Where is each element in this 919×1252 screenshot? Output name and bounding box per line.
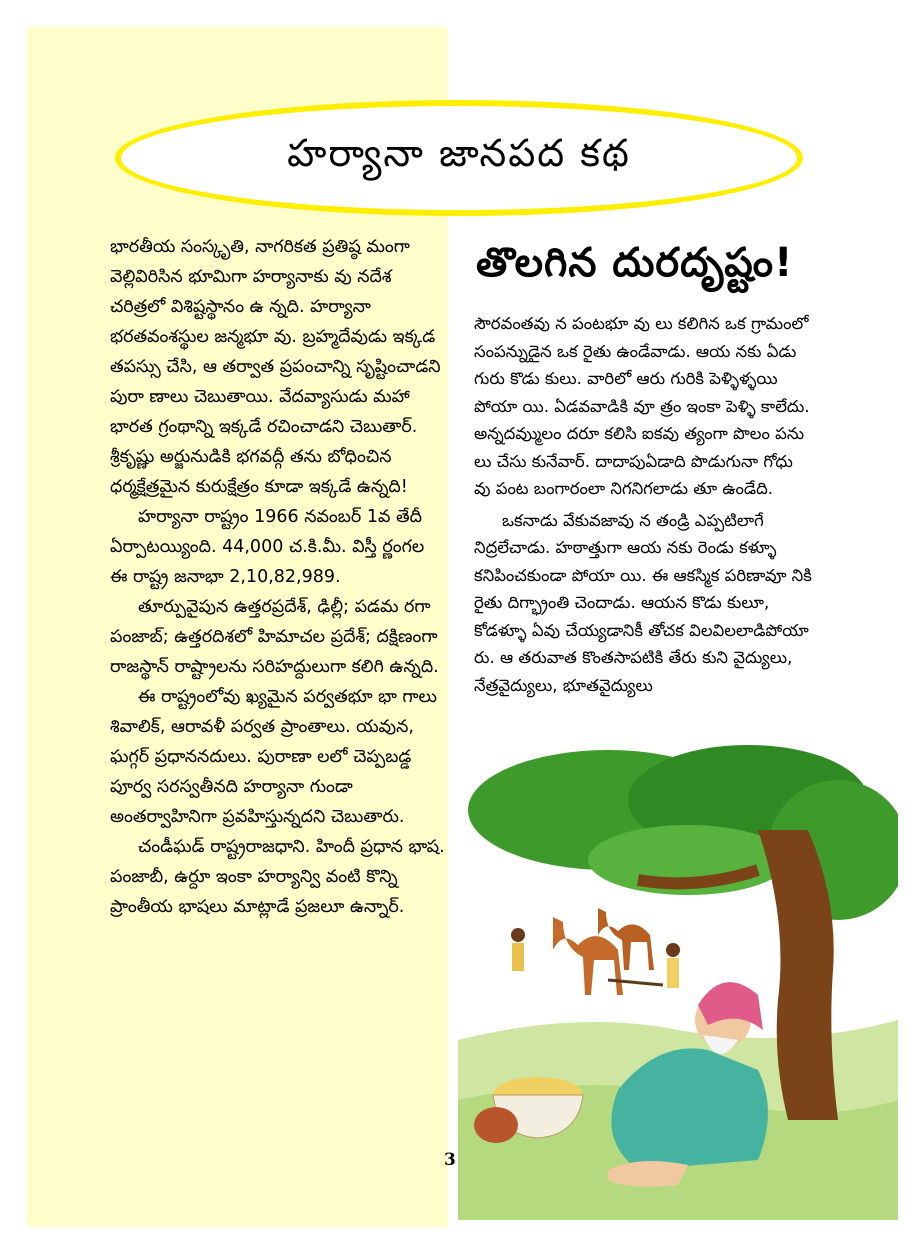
intro-paragraph: తూర్పువైపున ఉత్తరప్రదేశ్, ఢిల్లీ; పడమ రగా పంజాబ్; ఉత్తరదిశలో హిమాచల ప్రదేశ్; దక్షిణంగా రాజస్థాన్ రాష్ట్రాలను సరిహద్దులుగా కలిగి ఉన్నది. <box>110 597 439 677</box>
story-title: తొలగిన దురదృష్టం! <box>476 240 794 286</box>
intro-paragraph: చండీఘడ్ రాష్ట్రరాజధాని. హిందీ ప్రధాన భాష. పంజాబీ, ఉర్దూ ఇంకా హర్యాన్వి వంటి కొన్ని ప్రాంతీయ భాషలు మాట్లాడే ప్రజలూ ఉన్నార్. <box>110 837 445 917</box>
intro-paragraph: హర్యానా రాష్ట్రం 1966 నవంబర్ 1వ తేదీ ఏర్పాటయ్యింది. 44,000 చ.కి.మీ. విస్తీ ర్ణంగల ఈ రాష్ట్ర జనాభా 2,10,82,989. <box>110 507 425 587</box>
farmer-figure <box>666 943 680 988</box>
page-title: హర్యానా జానపద కథ <box>287 131 631 175</box>
story-illustration <box>458 740 898 1220</box>
page-number: 3 <box>444 1150 456 1170</box>
clay-pot <box>474 1107 518 1143</box>
intro-paragraph: ఈ రాష్ట్రంలోవు ఖ్యమైన పర్వతభూ భా గాలు శివాలిక్, ఆరావళీ పర్వత ప్రాంతాలు. యవున, ఘగ్గర్ ప్రధాననదులు. పురాణా లలో చెప్పబడ్డ పూర్వ సరస్వతీనది హర్యానా గుండా అంతర్వాహినిగా ప్రవహిస్తున్నదని చెబుతారు. <box>110 687 437 827</box>
camel <box>598 908 654 970</box>
farmer-figure <box>511 928 525 971</box>
title-banner <box>115 100 803 216</box>
story-paragraph: సౌరవంతవు న పంటభూ వు లు కలిగిన ఒక గ్రామంలో సంపన్నుడైన ఒక రైతు ఉండేవాడు. ఆయ నకు ఏడు గురు కొడు కులు. వారిలో ఆరు గురికి పెళ్ళిళ్ళయి పోయా యి. ఏడవవాడికి వూ త్రం ఇంకా పెళ్ళి కాలేదు. అన్నదవ్ముులం దరూ కలిసి ఐకవు త్యంగా పొలం పను లు చేసు కునేవార్. దాదాపుఏడాది పొడుగునా గోధు వు పంట బంగారంలా నిగనిగలాడు తూ ఉండేది. <box>474 314 810 498</box>
intro-column <box>110 232 445 922</box>
intro-paragraph: భారతీయ సంస్కృతి, నాగరికత ప్రతిష్ఠ మంగా వెల్లివిరిసిన భూమిగా హర్యానాకు వు నదేశ చరిత్రలో విశిష్టస్థానం ఉ న్నది. హర్యానా భరతవంశస్థుల జన్మభూ వు. బ్రహ్మదేవుడు ఇక్కడ తపస్సు చేసి, ఆ తర్వాత ప్రపంచాన్ని సృష్టించాడని పురా ణాలు చెబుతాయి. వేదవ్యాసుడు మహా భారత గ్రంథాన్ని ఇక్కడే రచించాడని చెబుతార్. శ్రీకృష్ణు అర్జునుడికి భగవద్గీ తను బోధించిన ధర్మక్షేత్రమైన కురుక్షేత్రం కూడా ఇక్కడే ఉన్నది! <box>110 237 441 497</box>
story-paragraph: ఒకనాడు వేకువజావు న తండ్రి ఎప్పటిలాగే నిద్రలేచాడు. హఠాత్తుగా ఆయ నకు రెండు కళ్ళూ కనిపించకుండా పోయా యి. ఈ ఆకస్మిక పరిణావూ నికి రైతు దిగ్భ్రాంతి చెందాడు. ఆయన కొడు కులూ, కోడళ్ళూ ఏవు చేయ్యడానికీ తోచక విలవిలలాడిపోయా రు. ఆ తరువాత కొంతసాపటికి తేరు కుని వైద్యులు, నేత్రవైద్యులు, భూతవైద్యులు <box>474 510 812 695</box>
old-farmer <box>608 982 768 1187</box>
tree-canopy <box>468 745 898 920</box>
story-column <box>474 310 814 699</box>
